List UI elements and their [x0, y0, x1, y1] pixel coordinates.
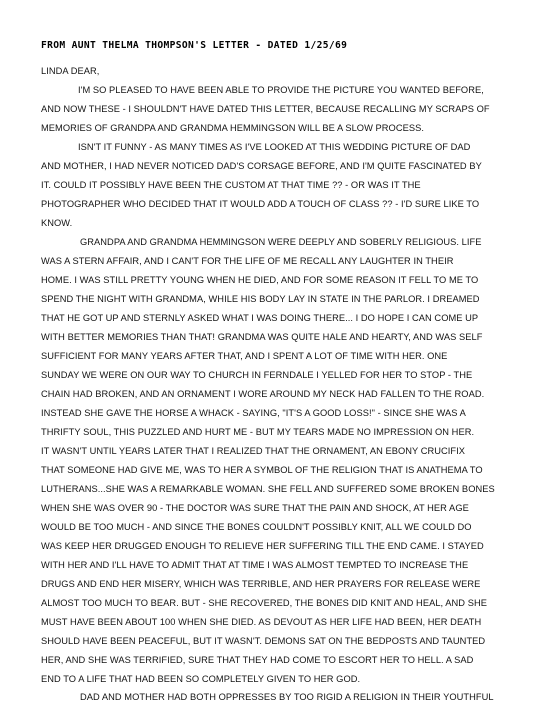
text-line: THAT SOMEONE HAD GIVE ME, WAS TO HER A SYMBOL OF THE RELIGION THAT IS ANATHEMA TO — [41, 465, 483, 475]
text-line: GRANDPA AND GRANDMA HEMMINGSON WERE DEEPLY AND SOBERLY RELIGIOUS. LIFE — [80, 237, 482, 247]
text-line: WAS A STERN AFFAIR, AND I CAN'T FOR THE LIFE OF ME RECALL ANY LAUGHTER IN THEIR — [41, 256, 454, 266]
text-line: INSTEAD SHE GAVE THE HORSE A WHACK - SAYING, "IT'S A GOOD LOSS!" - SINCE SHE WAS A — [41, 408, 466, 418]
text-line: LUTHERANS...SHE WAS A REMARKABLE WOMAN. SHE FELL AND SUFFERED SOME BROKEN BONES — [41, 484, 495, 494]
salutation: LINDA DEAR, — [41, 66, 100, 76]
text-line: I'M SO PLEASED TO HAVE BEEN ABLE TO PROVIDE THE PICTURE YOU WANTED BEFORE, — [78, 85, 484, 95]
text-line: ISN'T IT FUNNY - AS MANY TIMES AS I'VE LOOKED AT THIS WEDDING PICTURE OF DAD — [78, 142, 471, 152]
text-line: SUNDAY WE WERE ON OUR WAY TO CHURCH IN FERNDALE I YELLED FOR HER TO STOP - THE — [41, 370, 473, 380]
text-line: MEMORIES OF GRANDPA AND GRANDMA HEMMINGSON WILL BE A SLOW PROCESS. — [41, 123, 424, 133]
text-line: SHOULD HAVE BEEN PEACEFUL, BUT IT WASN'T. DEMONS SAT ON THE BEDPOSTS AND TAUNTED — [41, 636, 486, 646]
text-line: HER, AND SHE WAS TERRIFIED, SURE THAT THEY HAD COME TO ESCORT HER TO HELL. A SAD — [41, 655, 474, 665]
text-line: WITH HER AND I'LL HAVE TO ADMIT THAT AT TIME I WAS ALMOST TEMPTED TO INCREASE THE — [41, 560, 469, 570]
text-line: THAT HE GOT UP AND STERNLY ASKED WHAT I WAS DOING THERE... I DO HOPE I CAN COME UP — [41, 313, 479, 323]
text-line: WAS KEEP HER DRUGGED ENOUGH TO RELIEVE HER SUFFERING TILL THE END CAME. I STAYED — [41, 541, 484, 551]
text-line: END TO A LIFE THAT HAD BEEN SO COMPLETELY GIVEN TO HER GOD. — [41, 674, 361, 684]
text-line: IT WASN'T UNTIL YEARS LATER THAT I REALIZED THAT THE ORNAMENT, AN EBONY CRUCIFIX — [41, 446, 466, 456]
letter-heading: FROM AUNT THELMA THOMPSON'S LETTER - DATED 1/25/69 — [41, 40, 348, 51]
text-line: AND NOW THESE - I SHOULDN'T HAVE DATED THIS LETTER, BECAUSE RECALLING MY SCRAPS OF — [41, 104, 490, 114]
text-line: THRIFTY SOUL, THIS PUZZLED AND HURT ME - BUT MY TEARS MADE NO IMPRESSION ON HER. — [41, 427, 475, 437]
text-line: WOULD BE TOO MUCH - AND SINCE THE BONES COULDN'T POSSIBLY KNIT, ALL WE COULD DO — [41, 522, 472, 532]
text-line: SUFFICIENT FOR MANY YEARS AFTER THAT, AND I SPENT A LOT OF TIME WITH HER. ONE — [41, 351, 448, 361]
text-line: WHEN SHE WAS OVER 90 - THE DOCTOR WAS SURE THAT THE PAIN AND SHOCK, AT HER AGE — [41, 503, 469, 513]
text-line: PHOTOGRAPHER WHO DECIDED THAT IT WOULD ADD A TOUCH OF CLASS ?? - I'D SURE LIKE TO — [41, 199, 480, 209]
text-line: SPEND THE NIGHT WITH GRANDMA, WHILE HIS BODY LAY IN STATE IN THE PARLOR. I DREAMED — [41, 294, 480, 304]
text-line: AND MOTHER, I HAD NEVER NOTICED DAD'S CORSAGE BEFORE, AND I'M QUITE FASCINATED BY — [41, 161, 482, 171]
text-line: CHAIN HAD BROKEN, AND AN ORNAMENT I WORE AROUND MY NECK HAD FALLEN TO THE ROAD. — [41, 389, 485, 399]
text-line: IT. COULD IT POSSIBLY HAVE BEEN THE CUSTOM AT THAT TIME ?? - OR WAS IT THE — [41, 180, 421, 190]
text-line: DRUGS AND END HER MISERY, WHICH WAS TERRIBLE, AND HER PRAYERS FOR RELEASE WERE — [41, 579, 481, 589]
text-line: KNOW. — [41, 218, 73, 228]
text-line: ALMOST TOO MUCH TO BEAR. BUT - SHE RECOVERED, THE BONES DID KNIT AND HEAL, AND SHE — [41, 598, 487, 608]
text-line: HOME. I WAS STILL PRETTY YOUNG WHEN HE DIED, AND FOR SOME REASON IT FELL TO ME TO — [41, 275, 479, 285]
text-line: DAD AND MOTHER HAD BOTH OPPRESSES BY TOO RIGID A RELIGION IN THEIR YOUTHFUL — [80, 692, 494, 702]
text-line: MUST HAVE BEEN ABOUT 100 WHEN SHE DIED. AS DEVOUT AS HER LIFE HAD BEEN, HER DEATH — [41, 617, 482, 627]
text-line: WITH BETTER MEMORIES THAN THAT! GRANDMA WAS QUITE HALE AND HEARTY, AND WAS SELF — [41, 332, 483, 342]
